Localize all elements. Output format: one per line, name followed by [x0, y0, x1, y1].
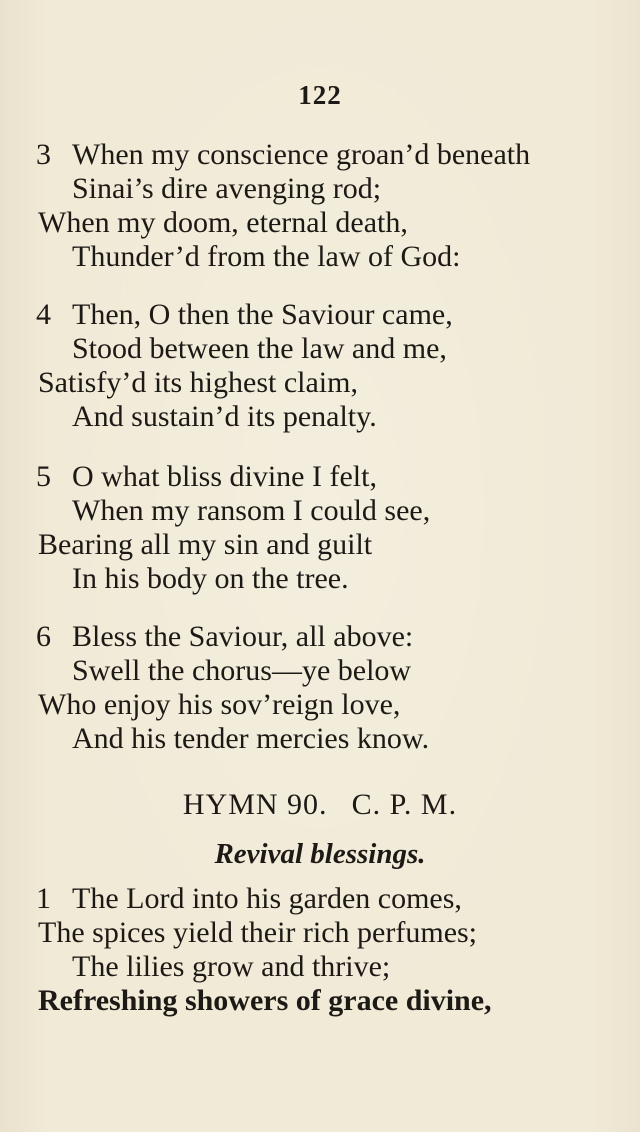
- stanza-line: The lilies grow and thrive;: [72, 950, 391, 983]
- stanza-number: 3: [36, 138, 51, 171]
- stanza-line: O what bliss divine I felt,: [72, 460, 377, 493]
- stanza-number: 4: [36, 298, 51, 331]
- stanza-line: Satisfy’d its highest claim,: [38, 366, 358, 399]
- stanza-line: Refreshing showers of grace divine,: [38, 984, 492, 1017]
- hymn-subtitle: Revival blessings.: [214, 838, 426, 870]
- hymn-title: HYMN 90.: [182, 788, 328, 821]
- stanza-number: 5: [36, 460, 51, 493]
- stanza-line: Sinai’s dire avenging rod;: [72, 172, 382, 205]
- stanza-line: Then, O then the Saviour came,: [72, 298, 453, 331]
- stanza-line: The Lord into his garden comes,: [72, 882, 462, 915]
- stanza-line: Stood between the law and me,: [72, 332, 447, 365]
- stanza-line: In his body on the tree.: [72, 562, 349, 595]
- stanza-line: Swell the chorus—ye below: [72, 654, 412, 687]
- stanza-line: When my doom, eternal death,: [38, 206, 408, 239]
- stanza-line: Bless the Saviour, all above:: [72, 620, 414, 653]
- stanza-number: 1: [36, 882, 51, 915]
- stanza-line: When my ransom I could see,: [72, 494, 431, 527]
- stanza-line: Who enjoy his sov’reign love,: [38, 688, 401, 721]
- stanza-line: Thunder’d from the law of God:: [72, 240, 461, 273]
- hymn-meter: C. P. M.: [351, 788, 458, 821]
- stanza-line: When my conscience groan’d beneath: [72, 138, 531, 171]
- stanza-line: And sustain’d its penalty.: [72, 400, 377, 433]
- hymn-heading: [0, 788, 640, 822]
- stanza-line: The spices yield their rich perfumes;: [38, 916, 478, 949]
- stanza-number: 6: [36, 620, 51, 653]
- page-number: 122: [298, 80, 342, 110]
- stanza-line: Bearing all my sin and guilt: [38, 528, 373, 561]
- stanza-line: And his tender mercies know.: [72, 722, 430, 755]
